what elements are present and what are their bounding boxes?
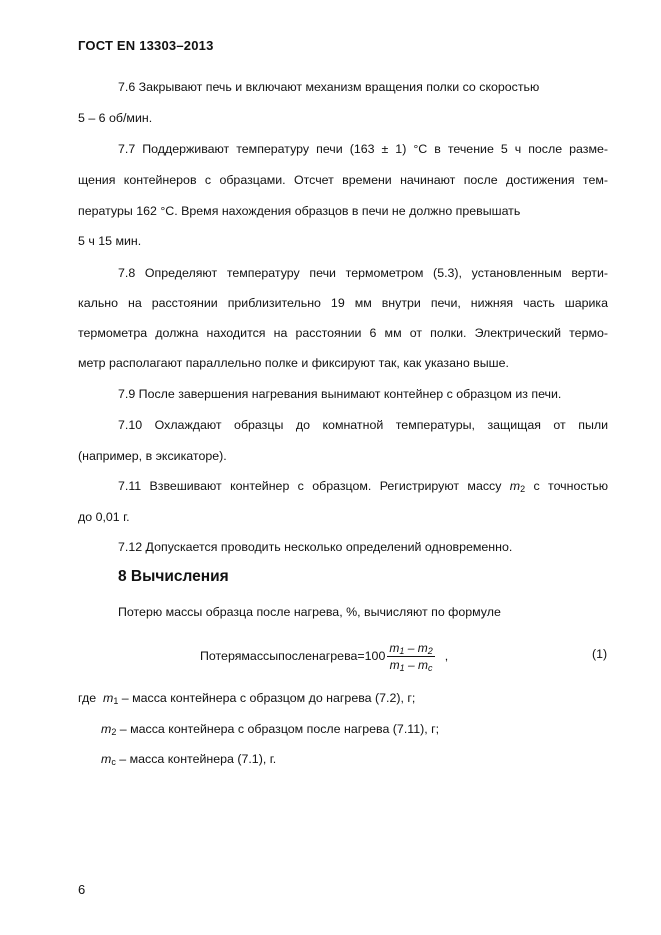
legend-mc: $m_c$ – масса контейнера (7.1), г. [101, 752, 277, 767]
section-heading: 8 Вычисления [118, 568, 229, 585]
legend-m2: $m_2$ – масса контейнера с образцом после нагрева (7.11), г; [101, 722, 440, 737]
formula-factor: 100 [364, 649, 386, 663]
paragraph-7-8-line-4: метр располагают параллельно полке и фиксируют так, как указано выше. [78, 356, 509, 370]
paragraph-7-8-line-3: термометра должна находится на расстоянии 6 мм от полки. Электрический термо- [78, 326, 608, 340]
section-intro: Потерю массы образца после нагрева, %, вычисляют по формуле [118, 605, 501, 619]
paragraph-7-6-line-1: 7.6 Закрывают печь и включают механизм вращения полки со скоростью [118, 80, 540, 94]
legend-where: где [78, 691, 97, 705]
paragraph-7-6-line-2: 5 – 6 об/мин. [78, 111, 153, 125]
paragraph-7-7-line-3: пературы 162 °С. Время нахождения образцов в печи не должно превышать [78, 204, 521, 218]
paragraph-7-9-line-1: 7.9 После завершения нагревания вынимают контейнер с образцом из печи. [118, 387, 562, 401]
formula-comma: , [444, 649, 449, 663]
paragraph-7-10-line-1: 7.10 Охлаждают образцы до комнатной температуры, защищая от пыли [118, 418, 608, 432]
legend-m2-text: – масса контейнера с образцом после нагрева (7.11), г; [119, 722, 440, 736]
formula [200, 636, 448, 676]
formula-numerator: $m_1 - m_2$ [389, 640, 433, 656]
paragraph-7-11-line-1 [118, 478, 608, 494]
equation-number: (1) [592, 647, 608, 661]
formula-lhs: Потерямассыпосленагрева= [200, 649, 365, 663]
paragraph-7-7-line-1: 7.7 Поддерживают температуру печи (163 ± 1) °С в течение 5 ч после разме- [118, 142, 608, 156]
m2-subscript: 2 [520, 484, 526, 494]
paragraph-7-8-line-2: кально на расстоянии приблизительно 19 мм внутри печи, нижняя часть шарика [78, 296, 608, 310]
paragraph-7-12-line-1: 7.12 Допускается проводить несколько определений одновременно. [118, 540, 513, 554]
legend-m1: где $m_1$ – масса контейнера с образцом до нагрева (7.2), г; [78, 691, 416, 706]
paragraph-7-11-text-a: 7.11 Взвешивают контейнер с образцом. Регистрируют массу [118, 479, 502, 493]
legend-mc-text: – масса контейнера (7.1), г. [119, 752, 277, 766]
m2-symbol: m [509, 479, 521, 493]
formula-fraction [387, 641, 434, 672]
paragraph-7-8-line-1: 7.8 Определяют температуру печи термометром (5.3), установленным верти- [118, 266, 608, 280]
paragraph-7-11-text-b: с точностью [533, 479, 608, 493]
formula-denominator: $m_1 - m_c$ [389, 657, 433, 673]
legend-m1-text: – масса контейнера с образцом до нагрева (7.2), г; [121, 691, 416, 705]
paragraph-7-11-line-2: до 0,01 г. [78, 510, 130, 524]
paragraph-7-7-line-4: 5 ч 15 мин. [78, 234, 142, 248]
document-header: ГОСТ EN 13303–2013 [78, 38, 214, 53]
paragraph-7-10-line-2: (например, в эксикаторе). [78, 449, 227, 463]
paragraph-7-7-line-2: щения контейнеров с образцами. Отсчет времени начинают после достижения тем- [78, 173, 608, 187]
page-number: 6 [78, 882, 86, 897]
